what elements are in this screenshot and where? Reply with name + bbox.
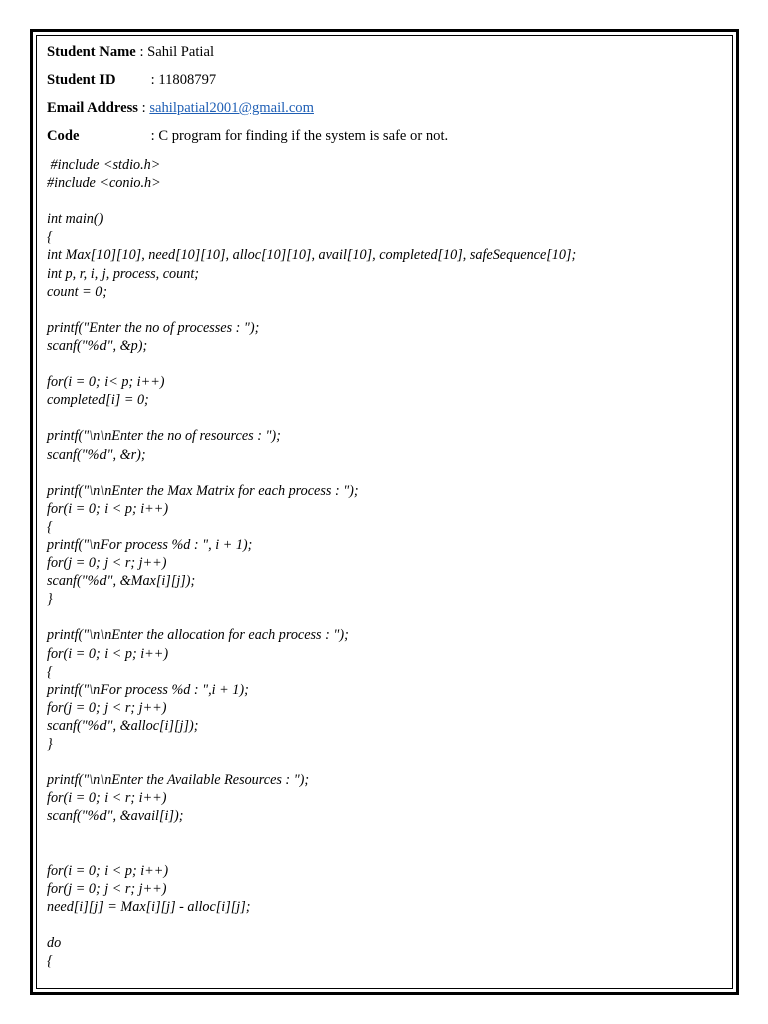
code-line: completed[i] = 0; [47, 392, 149, 409]
code-line: for(j = 0; j < r; j++) [47, 880, 167, 897]
code-line: need[i][j] = Max[i][j] - alloc[i][j]; [47, 898, 251, 915]
code-line: printf("\nFor process %d : ", i + 1); [47, 536, 253, 553]
student-name-row [47, 42, 727, 70]
code-line [47, 844, 727, 862]
email-label: Email Address [47, 100, 138, 116]
code-listing [47, 156, 727, 970]
student-id-label: Student ID [47, 72, 116, 88]
code-line: } [47, 591, 53, 608]
code-row [47, 126, 727, 154]
student-id-value: : 11808797 [150, 72, 217, 88]
code-line [47, 355, 727, 373]
code-line [47, 301, 727, 319]
code-line [47, 825, 727, 843]
code-line: { [47, 953, 53, 970]
code-line [47, 409, 727, 427]
code-line: for(i = 0; i < p; i++) [47, 645, 169, 662]
student-id-row [47, 70, 727, 98]
code-line [47, 753, 727, 771]
code-line: printf("\n\nEnter the Max Matrix for each process : "); [47, 482, 359, 499]
code-line: printf("\nFor process %d : ",i + 1); [47, 681, 249, 698]
code-line: for(i = 0; i < p; i++) [47, 500, 169, 517]
code-line: int p, r, i, j, process, count; [47, 265, 199, 282]
email-separator: : [141, 100, 146, 116]
code-line: { [47, 663, 53, 680]
code-line: for(j = 0; j < r; j++) [47, 555, 167, 572]
code-line [47, 608, 727, 626]
code-line: scanf("%d", &r); [47, 446, 146, 463]
code-line: #include <stdio.h> [47, 157, 161, 173]
code-description: : C program for finding if the system is safe or not. [150, 128, 449, 144]
code-line [47, 192, 727, 210]
code-line: #include <conio.h> [47, 175, 161, 192]
code-line: for(j = 0; j < r; j++) [47, 699, 167, 716]
code-line: int main() [47, 211, 104, 228]
code-line: for(i = 0; i < p; i++) [47, 862, 169, 879]
student-name-value: : Sahil Patial [139, 44, 215, 60]
code-line: printf("\n\nEnter the allocation for each process : "); [47, 627, 349, 644]
code-line: count = 0; [47, 283, 108, 300]
student-name-label: Student Name [47, 44, 136, 60]
code-line: scanf("%d", &alloc[i][j]); [47, 717, 199, 734]
code-line: } [47, 736, 53, 752]
code-line [47, 464, 727, 482]
code-line [47, 916, 727, 934]
code-line: printf("\n\nEnter the Available Resources : "); [47, 772, 310, 789]
code-line: { [47, 518, 53, 535]
code-line: for(i = 0; i < r; i++) [47, 790, 167, 807]
code-line: scanf("%d", &p); [47, 337, 148, 354]
code-line: scanf("%d", &Max[i][j]); [47, 573, 196, 590]
code-line: { [47, 229, 53, 246]
code-line: for(i = 0; i< p; i++) [47, 374, 165, 391]
code-line: do [47, 935, 62, 952]
code-line: printf("\n\nEnter the no of resources : "); [47, 428, 281, 445]
email-row [47, 98, 727, 126]
document-content [47, 42, 727, 970]
code-line: printf("Enter the no of processes : "); [47, 319, 260, 336]
code-line: scanf("%d", &avail[i]); [47, 808, 184, 825]
email-link[interactable]: sahilpatial2001@gmail.com [149, 100, 314, 116]
code-label: Code [47, 128, 80, 144]
code-line: int Max[10][10], need[10][10], alloc[10][10], avail[10], completed[10], safeSequence[10]; [47, 247, 577, 264]
